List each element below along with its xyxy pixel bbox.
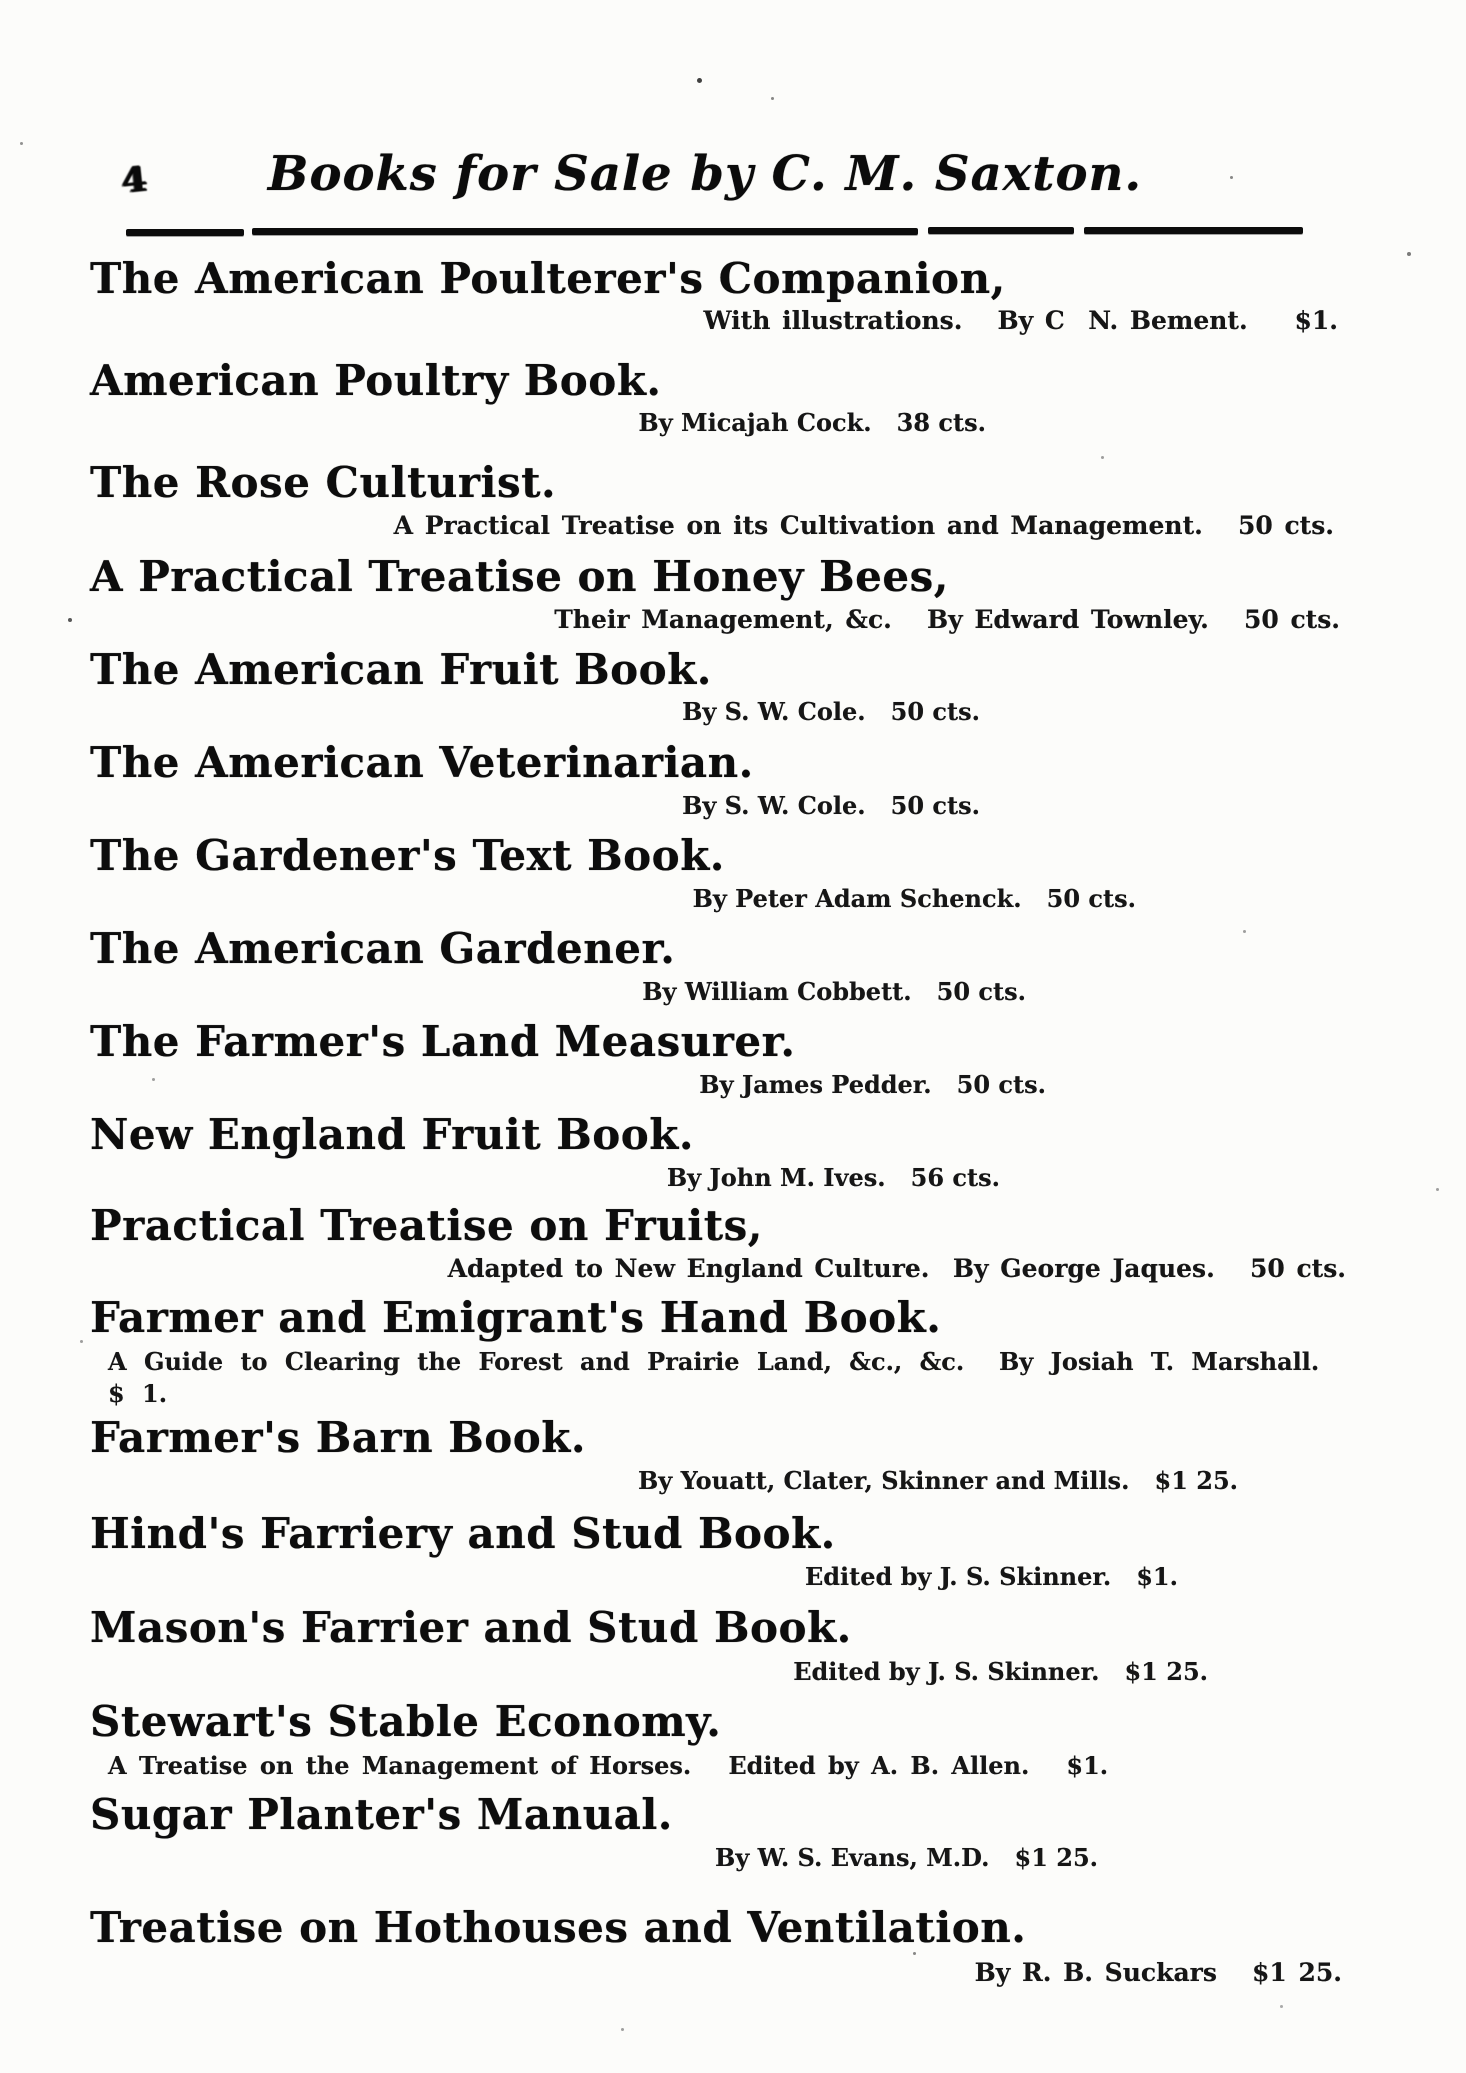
book-byline: By R. B. Suckars $1 25.	[974, 1958, 1342, 1987]
book-byline: By W. S. Evans, M.D. $1 25.	[715, 1843, 1098, 1872]
book-byline: Edited by J. S. Skinner. $1.	[804, 1562, 1178, 1591]
header-rule-segment	[126, 229, 244, 236]
book-title: A Practical Treatise on Honey Bees,	[90, 552, 949, 601]
book-title: The Gardener's Text Book.	[90, 831, 725, 880]
scan-speckle	[80, 1340, 83, 1343]
scan-speckle	[621, 2028, 624, 2031]
book-title: The American Veterinarian.	[90, 738, 754, 787]
scan-speckle	[697, 78, 702, 83]
book-title: Treatise on Hothouses and Ventilation.	[90, 1903, 1027, 1952]
header-rule-segment	[1084, 227, 1303, 234]
scan-speckle	[20, 142, 23, 145]
book-title: Farmer's Barn Book.	[90, 1413, 587, 1462]
header-rule-segment	[928, 227, 1074, 234]
book-title: New England Fruit Book.	[90, 1110, 694, 1159]
book-title: The Rose Culturist.	[90, 458, 557, 507]
scan-speckle	[68, 618, 72, 622]
header-rule-segment	[252, 228, 918, 235]
scan-speckle	[771, 97, 774, 100]
book-title: The Farmer's Land Measurer.	[90, 1017, 796, 1066]
page-number: 4	[118, 158, 149, 202]
book-byline: A Practical Treatise on its Cultivation and Management. 50 cts.	[393, 511, 1334, 540]
book-byline: By S. W. Cole. 50 cts.	[682, 697, 980, 726]
book-byline: A Guide to Clearing the Forest and Prairie Land, &c., &c. By Josiah T. Marshall.	[108, 1347, 1320, 1376]
book-byline: Adapted to New England Culture. By George Jaques. 50 cts.	[447, 1254, 1346, 1283]
book-title: Stewart's Stable Economy.	[90, 1697, 722, 1746]
book-title: Sugar Planter's Manual.	[90, 1790, 673, 1839]
page-title: Books for Sale by C. M. Saxton.	[267, 146, 1143, 202]
book-byline-price: $ 1.	[108, 1379, 168, 1408]
scan-speckle	[1243, 930, 1246, 933]
book-title: Hind's Farriery and Stud Book.	[90, 1509, 836, 1558]
book-byline: Edited by J. S. Skinner. $1 25.	[793, 1657, 1208, 1686]
scan-speckle	[1436, 1188, 1439, 1191]
book-byline: By Peter Adam Schenck. 50 cts.	[692, 884, 1136, 913]
scan-speckle	[1407, 252, 1411, 256]
book-byline: By S. W. Cole. 50 cts.	[682, 791, 980, 820]
scan-speckle	[1280, 2005, 1283, 2008]
book-title: Farmer and Emigrant's Hand Book.	[90, 1293, 942, 1342]
scan-speckle	[1101, 456, 1104, 459]
book-title: Practical Treatise on Fruits,	[90, 1201, 763, 1250]
scan-speckle	[913, 1952, 916, 1955]
book-byline: By Youatt, Clater, Skinner and Mills. $1 25.	[638, 1466, 1238, 1495]
book-title: Mason's Farrier and Stud Book.	[90, 1603, 852, 1652]
book-title: The American Poulterer's Companion,	[90, 254, 1006, 303]
book-title: The American Gardener.	[90, 924, 676, 973]
book-byline: With illustrations. By C N. Bement. $1.	[703, 306, 1338, 335]
book-byline: By Micajah Cock. 38 cts.	[638, 408, 986, 437]
book-title: American Poultry Book.	[90, 356, 662, 405]
scan-speckle	[152, 1078, 155, 1081]
book-byline: By James Pedder. 50 cts.	[699, 1070, 1046, 1099]
book-byline: By John M. Ives. 56 cts.	[666, 1163, 1000, 1192]
book-byline: Their Management, &c. By Edward Townley. 50 cts.	[554, 605, 1340, 634]
scan-speckle	[1230, 176, 1233, 179]
book-byline: A Treatise on the Management of Horses. Edited by A. B. Allen. $1.	[108, 1751, 1109, 1780]
book-byline: By William Cobbett. 50 cts.	[642, 977, 1026, 1006]
book-title: The American Fruit Book.	[90, 645, 712, 694]
